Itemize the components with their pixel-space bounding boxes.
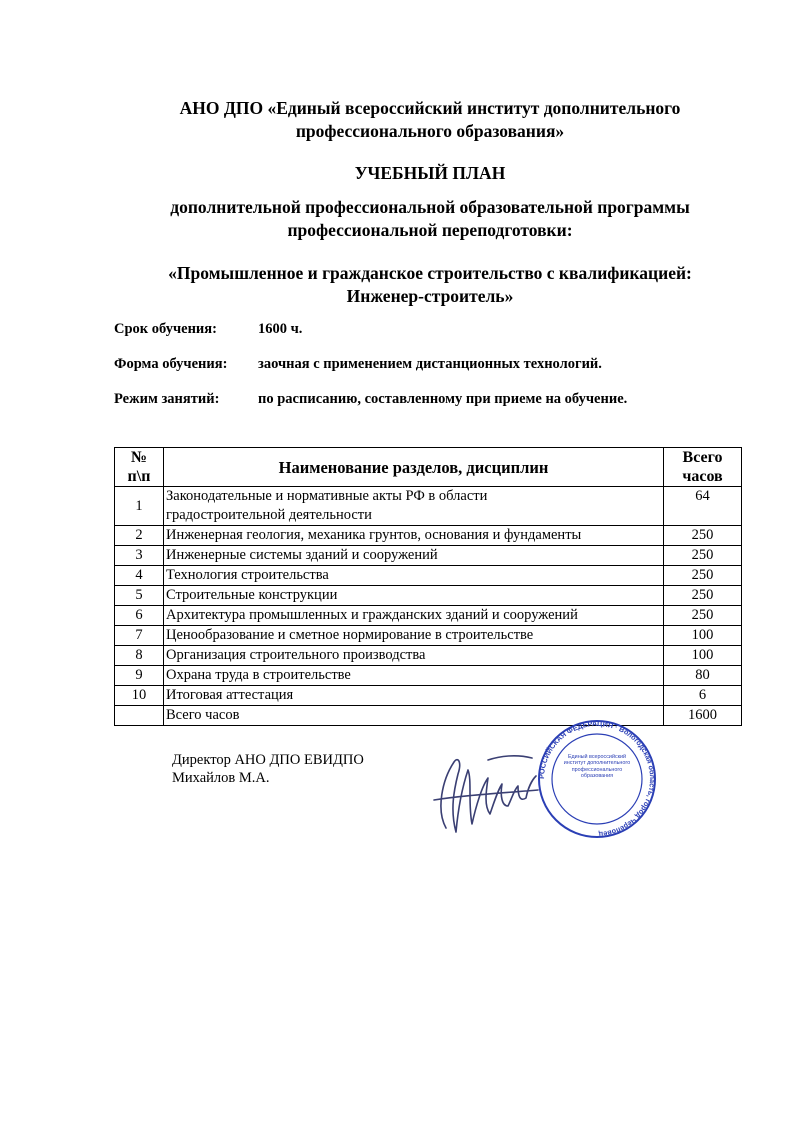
row-discipline xyxy=(164,487,664,526)
seal-center xyxy=(558,754,636,806)
form-value: заочная с применением дистанционных технологий. xyxy=(258,356,602,372)
organization-title-line-1: АНО ДПО «Единый всероссийский институт дополнительного xyxy=(179,98,681,118)
row-hours: 250 xyxy=(664,586,742,606)
plan-title: УЧЕБНЫЙ ПЛАН xyxy=(354,163,506,183)
row-number: 5 xyxy=(115,586,164,606)
total-hours: 1600 xyxy=(664,706,742,726)
plan-subtitle-line-1: дополнительной профессиональной образовательной программы xyxy=(170,197,690,217)
header-number xyxy=(115,448,164,487)
header-number-line-1: № xyxy=(130,449,148,466)
plan-subtitle xyxy=(80,196,780,242)
organization-title-line-2: профессионального образования» xyxy=(295,121,565,141)
table-row xyxy=(115,626,742,646)
row-hours: 250 xyxy=(664,606,742,626)
row-hours: 100 xyxy=(664,646,742,666)
row-hours: 100 xyxy=(664,626,742,646)
form-label: Форма обучения: xyxy=(114,356,228,372)
director-block xyxy=(172,751,364,787)
header-number-line-2: п\п xyxy=(127,468,151,485)
row-hours: 80 xyxy=(664,666,742,686)
row-hours: 250 xyxy=(664,566,742,586)
table-row xyxy=(115,666,742,686)
header-name: Наименование разделов, дисциплин xyxy=(164,448,664,487)
row-hours: 6 xyxy=(664,686,742,706)
organization-title xyxy=(80,97,780,143)
signature-stroke xyxy=(434,756,538,832)
director-position: Директор АНО ДПО ЕВИДПО xyxy=(172,752,364,768)
row-number: 2 xyxy=(115,526,164,546)
seal-outer-text-path: РОССИЙСКАЯ ФЕДЕРАЦИЯ · Вологодская область, город Череповец xyxy=(536,718,658,840)
row-number: 8 xyxy=(115,646,164,666)
program-name-line-2: Инженер-строитель» xyxy=(346,286,514,306)
table-row xyxy=(115,606,742,626)
row-discipline: Технология строительства xyxy=(164,566,664,586)
total-label: Всего часов xyxy=(164,706,664,726)
row-number: 3 xyxy=(115,546,164,566)
row-number: 4 xyxy=(115,566,164,586)
duration-value: 1600 ч. xyxy=(258,321,303,337)
row-number: 6 xyxy=(115,606,164,626)
table-row xyxy=(115,487,742,526)
program-name-line-1: «Промышленное и гражданское строительство с квалификацией: xyxy=(168,263,692,283)
row-hours: 250 xyxy=(664,546,742,566)
table-row xyxy=(115,686,742,706)
mode-value: по расписанию, составленному при приеме на обучение. xyxy=(258,391,628,407)
row-number: 9 xyxy=(115,666,164,686)
director-name: Михайлов М.А. xyxy=(172,770,270,786)
table-row xyxy=(115,546,742,566)
table-header-row xyxy=(115,448,742,487)
handwritten-signature xyxy=(428,740,548,850)
row-discipline: Организация строительного производства xyxy=(164,646,664,666)
duration-label: Срок обучения: xyxy=(114,321,217,337)
header-hours xyxy=(664,448,742,487)
program-name xyxy=(80,262,780,308)
curriculum-table xyxy=(114,447,742,726)
official-seal xyxy=(536,718,658,840)
plan-subtitle-line-2: профессиональной переподготовки: xyxy=(287,220,573,240)
row-discipline: Строительные конструкции xyxy=(164,586,664,606)
row-discipline-line-1: Законодательные и нормативные акты РФ в области xyxy=(166,488,488,504)
row-discipline: Инженерная геология, механика грунтов, основания и фундаменты xyxy=(164,526,664,546)
table-row xyxy=(115,646,742,666)
header-hours-line-2: часов xyxy=(682,468,723,485)
row-number: 10 xyxy=(115,686,164,706)
row-discipline: Ценообразование и сметное нормирование в строительстве xyxy=(164,626,664,646)
row-discipline-line-2: градостроительной деятельности xyxy=(166,507,372,523)
row-discipline: Архитектура промышленных и гражданских зданий и сооружений xyxy=(164,606,664,626)
row-discipline: Охрана труда в строительстве xyxy=(164,666,664,686)
total-number xyxy=(115,706,164,726)
table-row xyxy=(115,586,742,606)
seal-center-text: Единый всероссийский институт дополнительного профессионального образования xyxy=(563,754,631,780)
header-hours-line-1: Всего xyxy=(682,449,723,466)
row-discipline: Итоговая аттестация xyxy=(164,686,664,706)
row-discipline: Инженерные системы зданий и сооружений xyxy=(164,546,664,566)
row-number: 7 xyxy=(115,626,164,646)
row-hours: 250 xyxy=(664,526,742,546)
table-row xyxy=(115,526,742,546)
table-row xyxy=(115,566,742,586)
row-number: 1 xyxy=(115,487,164,526)
mode-label: Режим занятий: xyxy=(114,391,220,407)
row-hours: 64 xyxy=(664,487,742,526)
